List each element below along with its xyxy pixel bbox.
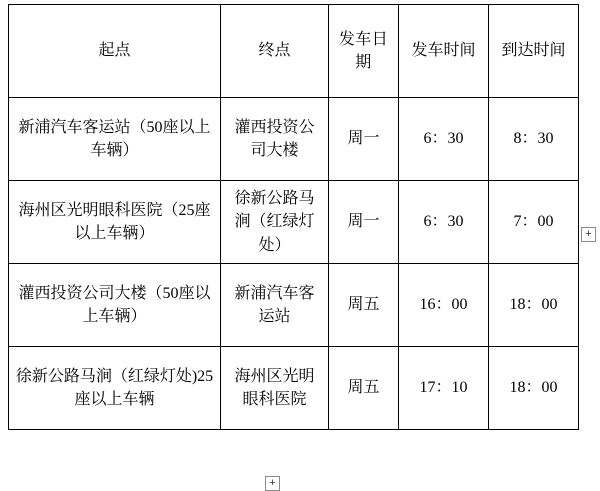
header-arrival-time: 到达时间 — [489, 5, 579, 98]
cell-arrival: 18：00 — [489, 264, 579, 347]
cell-departure: 6：30 — [399, 98, 489, 181]
header-date: 发车日期 — [329, 5, 399, 98]
cell-origin: 灌西投资公司大楼（50座以上车辆） — [9, 264, 221, 347]
cell-destination: 海州区光明眼科医院 — [221, 347, 329, 430]
resize-handle-right-icon[interactable]: + — [581, 227, 596, 242]
cell-date: 周五 — [329, 347, 399, 430]
cell-origin: 徐新公路马涧（红绿灯处)25座以上车辆 — [9, 347, 221, 430]
cell-arrival: 18：00 — [489, 347, 579, 430]
table-row — [9, 264, 579, 347]
cell-departure: 16：00 — [399, 264, 489, 347]
header-origin: 起点 — [9, 5, 221, 98]
cell-date: 周一 — [329, 181, 399, 264]
cell-arrival: 8：30 — [489, 98, 579, 181]
cell-departure: 17：10 — [399, 347, 489, 430]
table-row — [9, 347, 579, 430]
table-row — [9, 98, 579, 181]
cell-destination: 灌西投资公司大楼 — [221, 98, 329, 181]
header-destination: 终点 — [221, 5, 329, 98]
bus-schedule-table — [8, 4, 579, 430]
table-row — [9, 181, 579, 264]
cell-departure: 6：30 — [399, 181, 489, 264]
cell-origin: 新浦汽车客运站（50座以上车辆） — [9, 98, 221, 181]
cell-date: 周五 — [329, 264, 399, 347]
table-header — [9, 5, 579, 98]
cell-origin: 海州区光明眼科医院（25座以上车辆） — [9, 181, 221, 264]
cell-destination: 徐新公路马涧（红绿灯处） — [221, 181, 329, 264]
resize-handle-bottom-icon[interactable]: + — [265, 476, 280, 491]
table-body — [9, 98, 579, 430]
cell-destination: 新浦汽车客运站 — [221, 264, 329, 347]
cell-arrival: 7：00 — [489, 181, 579, 264]
header-row — [9, 5, 579, 98]
cell-date: 周一 — [329, 98, 399, 181]
header-departure-time: 发车时间 — [399, 5, 489, 98]
